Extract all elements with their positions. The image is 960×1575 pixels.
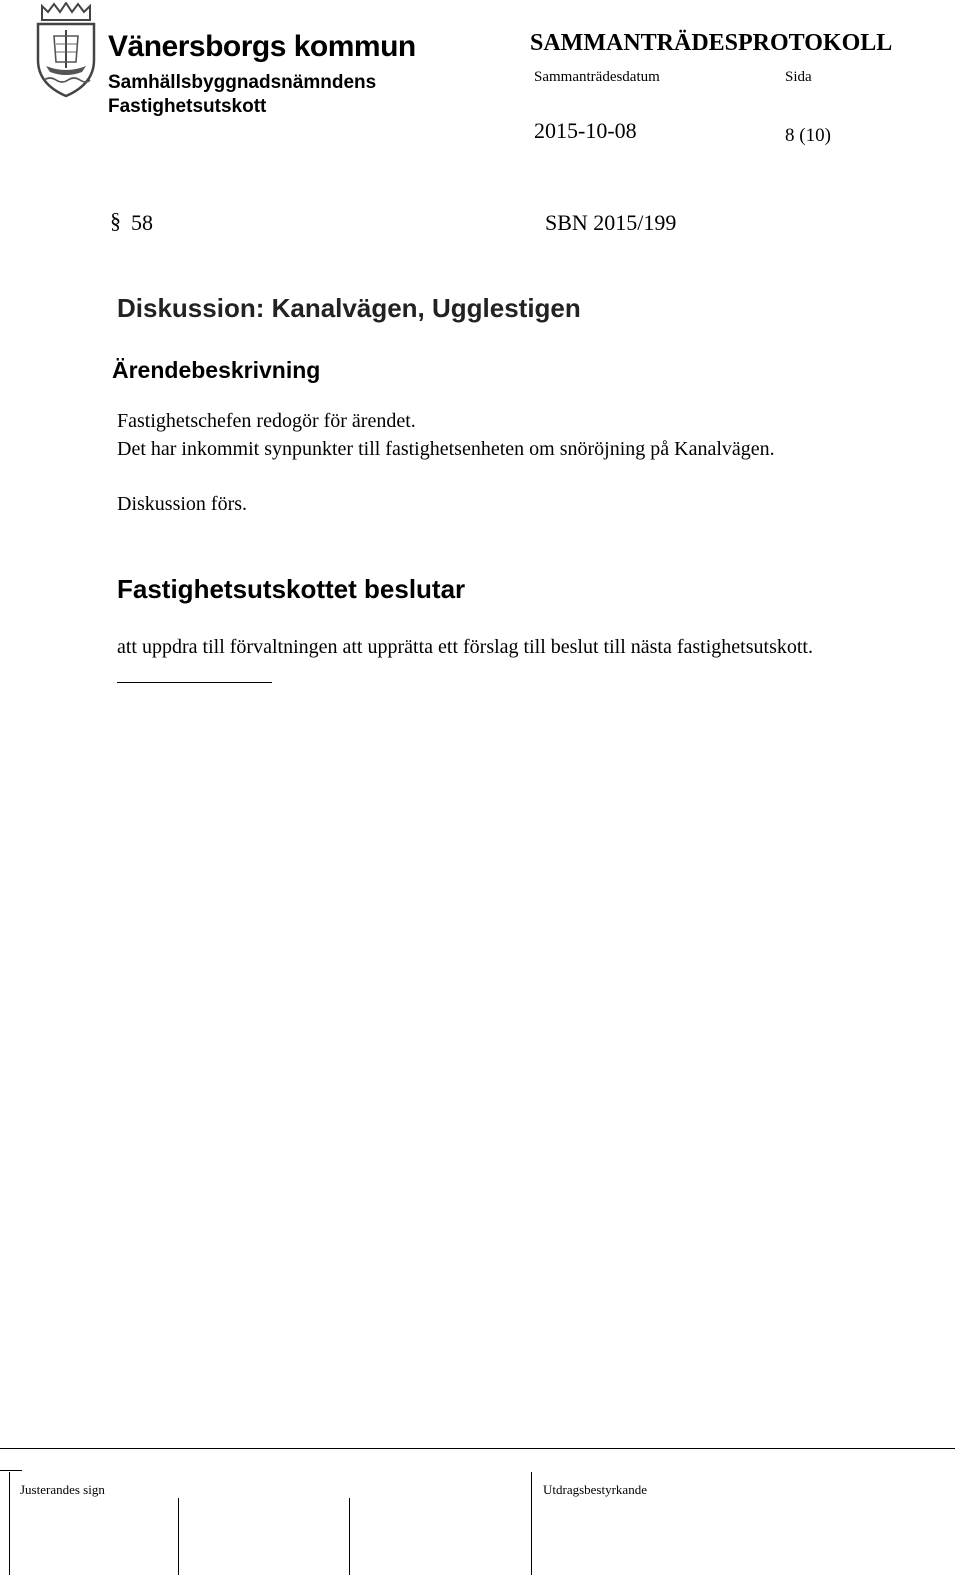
coat-of-arms-icon — [34, 2, 98, 98]
signers-label: Justerandes sign — [20, 1482, 105, 1497]
signature-box-line — [178, 1498, 179, 1575]
decision-text: att uppdra till förvaltningen att upprätta ett förslag till beslut till nästa fastighetsutskott. — [117, 636, 813, 658]
board-name: Samhällsbyggnadsnämndens — [108, 72, 377, 93]
footer-divider — [0, 1448, 955, 1449]
case-number: SBN 2015/199 — [545, 210, 677, 235]
description-line: Det har inkommit synpunkter till fastighetsenheten om snöröjning på Kanalvägen. — [117, 438, 775, 460]
section-end-rule — [117, 682, 272, 683]
extract-certification-label: Utdragsbestyrkande — [543, 1482, 647, 1497]
meeting-date-label: Sammanträdesdatum — [534, 69, 660, 85]
description-line: Diskussion förs. — [117, 493, 248, 515]
organization-name: Vänersborgs kommun — [108, 30, 416, 63]
meeting-date-value: 2015-10-08 — [534, 118, 637, 143]
document-type: SAMMANTRÄDESPROTOKOLL — [530, 30, 893, 56]
footer-stub-line — [0, 1470, 22, 1471]
decision-heading: Fastighetsutskottet beslutar — [117, 574, 466, 604]
paragraph-symbol: § — [110, 208, 121, 233]
page-label: Sida — [785, 69, 812, 85]
signature-box-line — [9, 1472, 10, 1575]
paragraph-number: 58 — [131, 210, 153, 235]
signature-box-line — [531, 1472, 532, 1575]
page-number-value: 8 (10) — [785, 125, 831, 146]
description-heading: Ärendebeskrivning — [112, 357, 321, 383]
signature-box-line — [349, 1498, 350, 1575]
committee-name: Fastighetsutskott — [108, 96, 267, 117]
section-title: Diskussion: Kanalvägen, Ugglestigen — [117, 293, 581, 323]
description-line: Fastighetschefen redogör för ärendet. — [117, 410, 416, 432]
